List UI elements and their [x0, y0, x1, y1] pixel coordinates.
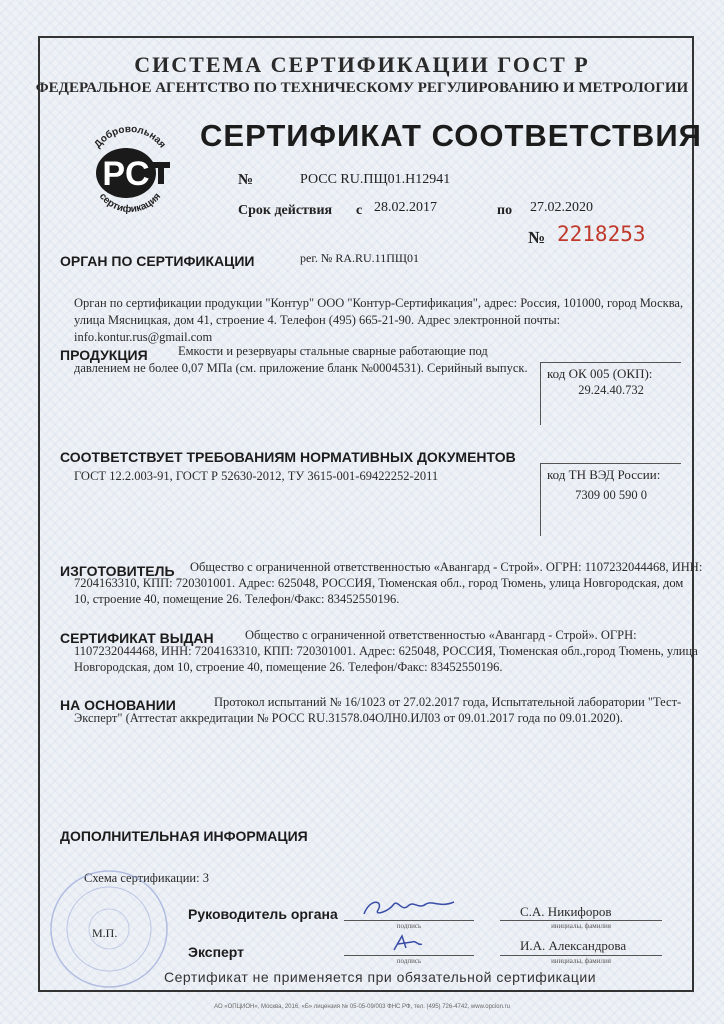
basis-line-1: Протокол испытаний № 16/1023 от 27.02.2017 года, Испытательной лаборатории "Тест- [214, 695, 682, 709]
validity-to-label: по [497, 203, 513, 218]
logo-bottom-text: сертификация [96, 191, 164, 216]
expert-name-line [500, 955, 662, 956]
organ-heading: ОРГАН ПО СЕРТИФИКАЦИИ [60, 253, 255, 269]
manufacturer-line-3: 10, строение 40, помещение 26. Телефон/Факс: 83452550196. [74, 592, 400, 606]
issued-line-1: Общество с ограниченной ответственностью «Авангард - Строй». ОГРН: [245, 628, 637, 642]
printer-info: АО «ОПЦИОН», Москва, 2016, «Б» лицензия № 05-05-09/003 ФНС РФ, тел. (495) 726-4742, www.opcion.ru [214, 1004, 510, 1010]
head-of-organ-label: Руководитель органа [188, 906, 338, 922]
head-signature-caption: подпись [396, 922, 422, 930]
okp-code-value: 29.24.40.732 [578, 383, 644, 397]
issued-line-2: 1107232044468, ИНН: 7204163310, КПП: 720301001. Адрес: 625048, РОССИЯ, Тюменская обл.,город Тюмень, улица [74, 644, 698, 658]
signature-scribble-icon [344, 896, 474, 920]
blank-number-label: № [528, 228, 546, 247]
svg-text:Добровольная [92, 124, 167, 151]
issued-line-3: Новгородская, дом 10, строение 40, помещение 26. Телефон/Факс: 83452550196. [74, 660, 503, 674]
conformity-documents: ГОСТ 12.2.003-91, ГОСТ Р 52630-2012, ТУ 3615-001-69422252-2011 [74, 469, 439, 483]
organ-reg-number: рег. № RA.RU.11ПЩ01 [300, 251, 420, 265]
tnved-code-label: код ТН ВЭД России: [547, 467, 661, 482]
organ-description: Орган по сертификации продукции "Контур" ООО "Контур-Сертификация", адрес: Россия, 101000, город Москва, улица Мясницкая, дом 41, строение 4. Телефон (495) 665-21-90. Адрес электронной почты: info.kontur.rus@gmail.com [74, 296, 684, 344]
head-name-caption: инициалы, фамилия [551, 922, 611, 930]
validity-label: Срок действия [238, 203, 333, 218]
pct-logo [80, 118, 180, 218]
validity-to-date: 27.02.2020 [530, 200, 593, 215]
footer-note: Сертификат не применяется при обязательной сертификации [163, 969, 597, 985]
expert-label: Эксперт [188, 944, 245, 960]
manufacturer-line-2: 7204163310, КПП: 720301001. Адрес: 625048, РОССИЯ, Тюменская обл., город Тюмень, улица Новгородская, дом [74, 576, 684, 590]
validity-from-date: 28.02.2017 [374, 200, 437, 215]
stamp-place-label: М.П. [92, 926, 118, 940]
product-line-2: давлением не более 0,07 МПа (см. приложение бланк №0004531). Серийный выпуск. [74, 361, 528, 375]
expert-signature-caption: подпись [396, 957, 422, 965]
head-name: С.А. Никифоров [520, 904, 612, 919]
manufacturer-line-1: Общество с ограниченной ответственностью «Авангард - Строй». ОГРН: 1107232044468, ИНН: [190, 560, 703, 574]
agency-heading: ФЕДЕРАЛЬНОЕ АГЕНТСТВО ПО ТЕХНИЧЕСКОМУ РЕГУЛИРОВАНИЮ И МЕТРОЛОГИИ [35, 80, 689, 96]
head-signature-line [344, 920, 474, 921]
basis-heading: НА ОСНОВАНИИ [60, 697, 176, 713]
conformity-heading: СООТВЕТСТВУЕТ ТРЕБОВАНИЯМ НОРМАТИВНЫХ ДОКУМЕНТОВ [60, 449, 516, 465]
product-line-1: Емкости и резервуары стальные сварные работающие под [178, 344, 488, 358]
tnved-code-value: 7309 00 590 0 [575, 488, 647, 502]
number-label: № [238, 172, 254, 188]
certification-system-heading: СИСТЕМА СЕРТИФИКАЦИИ ГОСТ Р [134, 52, 590, 77]
certificate-number: РОСС RU.ПЩ01.Н12941 [300, 172, 451, 187]
tnved-code-box [540, 463, 681, 536]
certificate-title: СЕРТИФИКАТ СООТВЕТСТВИЯ [200, 118, 702, 153]
issued-heading: СЕРТИФИКАТ ВЫДАН [60, 630, 214, 646]
expert-signature [344, 930, 474, 954]
manufacturer-heading: ИЗГОТОВИТЕЛЬ [60, 563, 175, 579]
product-heading: ПРОДУКЦИЯ [60, 347, 148, 363]
validity-from-label: с [356, 203, 363, 218]
expert-name-caption: инициалы, фамилия [551, 957, 611, 965]
certification-scheme: Схема сертификации: 3 [84, 871, 209, 885]
signature-scribble-icon [344, 930, 474, 954]
basis-line-2: Эксперт" (Аттестат аккредитации № РОСС RU.31578.04ОЛН0.ИЛ03 от 09.01.2017 года по 09.01.2020). [74, 711, 623, 725]
blank-number: 2218253 [557, 222, 646, 246]
okp-code-label: код ОК 005 (ОКП): [547, 366, 653, 381]
head-signature [344, 896, 474, 920]
expert-signature-line [344, 955, 474, 956]
pct-logo-icon [80, 118, 180, 218]
okp-code-box [540, 362, 681, 425]
logo-top-text: Добровольная [92, 123, 168, 151]
head-name-line [500, 920, 662, 921]
additional-info-heading: ДОПОЛНИТЕЛЬНАЯ ИНФОРМАЦИЯ [60, 828, 308, 844]
svg-text:PC: PC [102, 155, 150, 193]
expert-name: И.А. Александрова [520, 938, 627, 953]
